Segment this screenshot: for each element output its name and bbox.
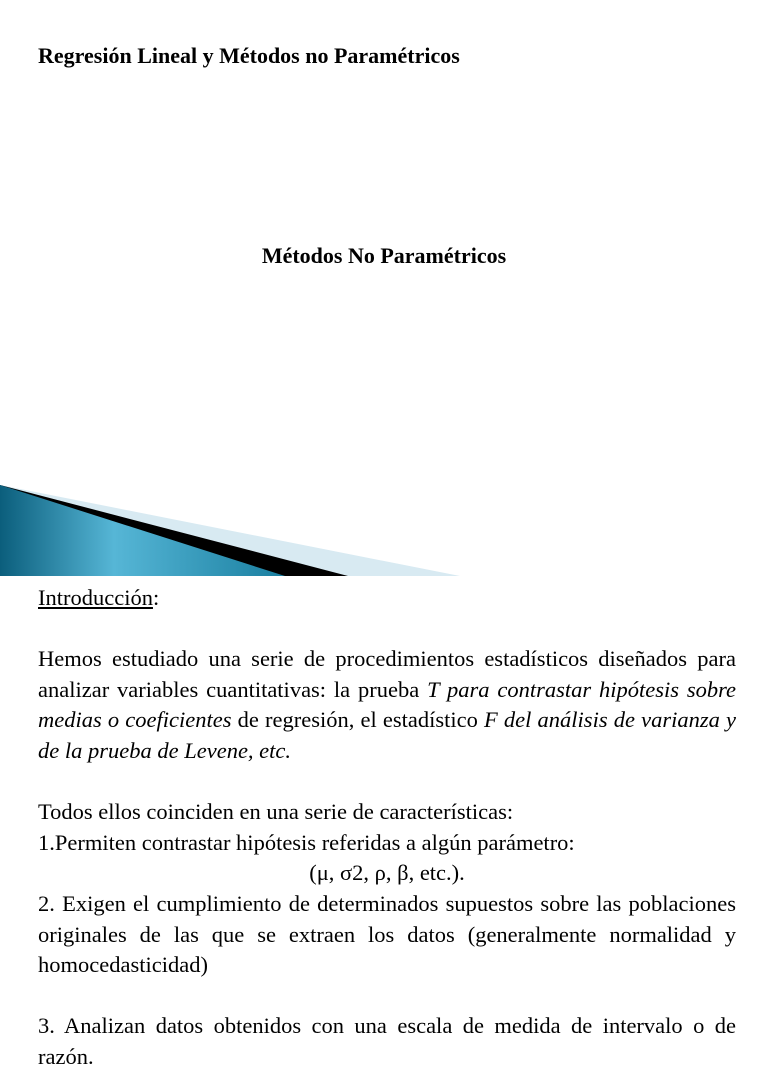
spacer — [38, 767, 736, 798]
section-title: Métodos No Paramétricos — [261, 243, 507, 268]
p1-italic-f-stat: F del análisis de varianza y de la prueba de Levene, etc. — [38, 707, 736, 763]
p1-text-a: Hemos estudiado una serie de procedimientos estadísticos diseñados para analizar variables cuantitativas: la prueba — [38, 646, 736, 702]
list-item-3: 3. Analizan datos obtenidos con una escala de medida de intervalo o de razón. — [38, 1013, 736, 1069]
characteristics-lead: Todos ellos coinciden en una serie de características: — [38, 799, 514, 825]
list-item-2: 2. Exigen el cumplimiento de determinados supuestos sobre las poblaciones originales de las que se extraen los datos (generalmente normalidad y homocedasticidad) — [38, 890, 736, 978]
spacer — [38, 981, 736, 1012]
p1-text-c: de regresión, el estadístico — [231, 707, 485, 733]
document-title: Regresión Lineal y Métodos no Paramétricos — [38, 43, 460, 68]
intro-heading: Introducción — [38, 585, 153, 610]
paragraph-procedures — [38, 644, 736, 766]
list-item-1-parameters: (μ, σ2, ρ, β, etc.). — [309, 860, 465, 886]
list-item-1: 1.Permiten contrastar hipótesis referidas a algún parámetro: — [38, 829, 575, 855]
slide-body — [38, 583, 736, 1073]
spacer — [38, 614, 736, 645]
intro-heading-line — [38, 583, 736, 614]
intro-colon: : — [152, 585, 160, 610]
decorative-swoosh-graphic — [0, 480, 460, 576]
p1-italic-t-test: T para contrastar hipótesis sobre medias o coeficientes — [38, 676, 736, 733]
